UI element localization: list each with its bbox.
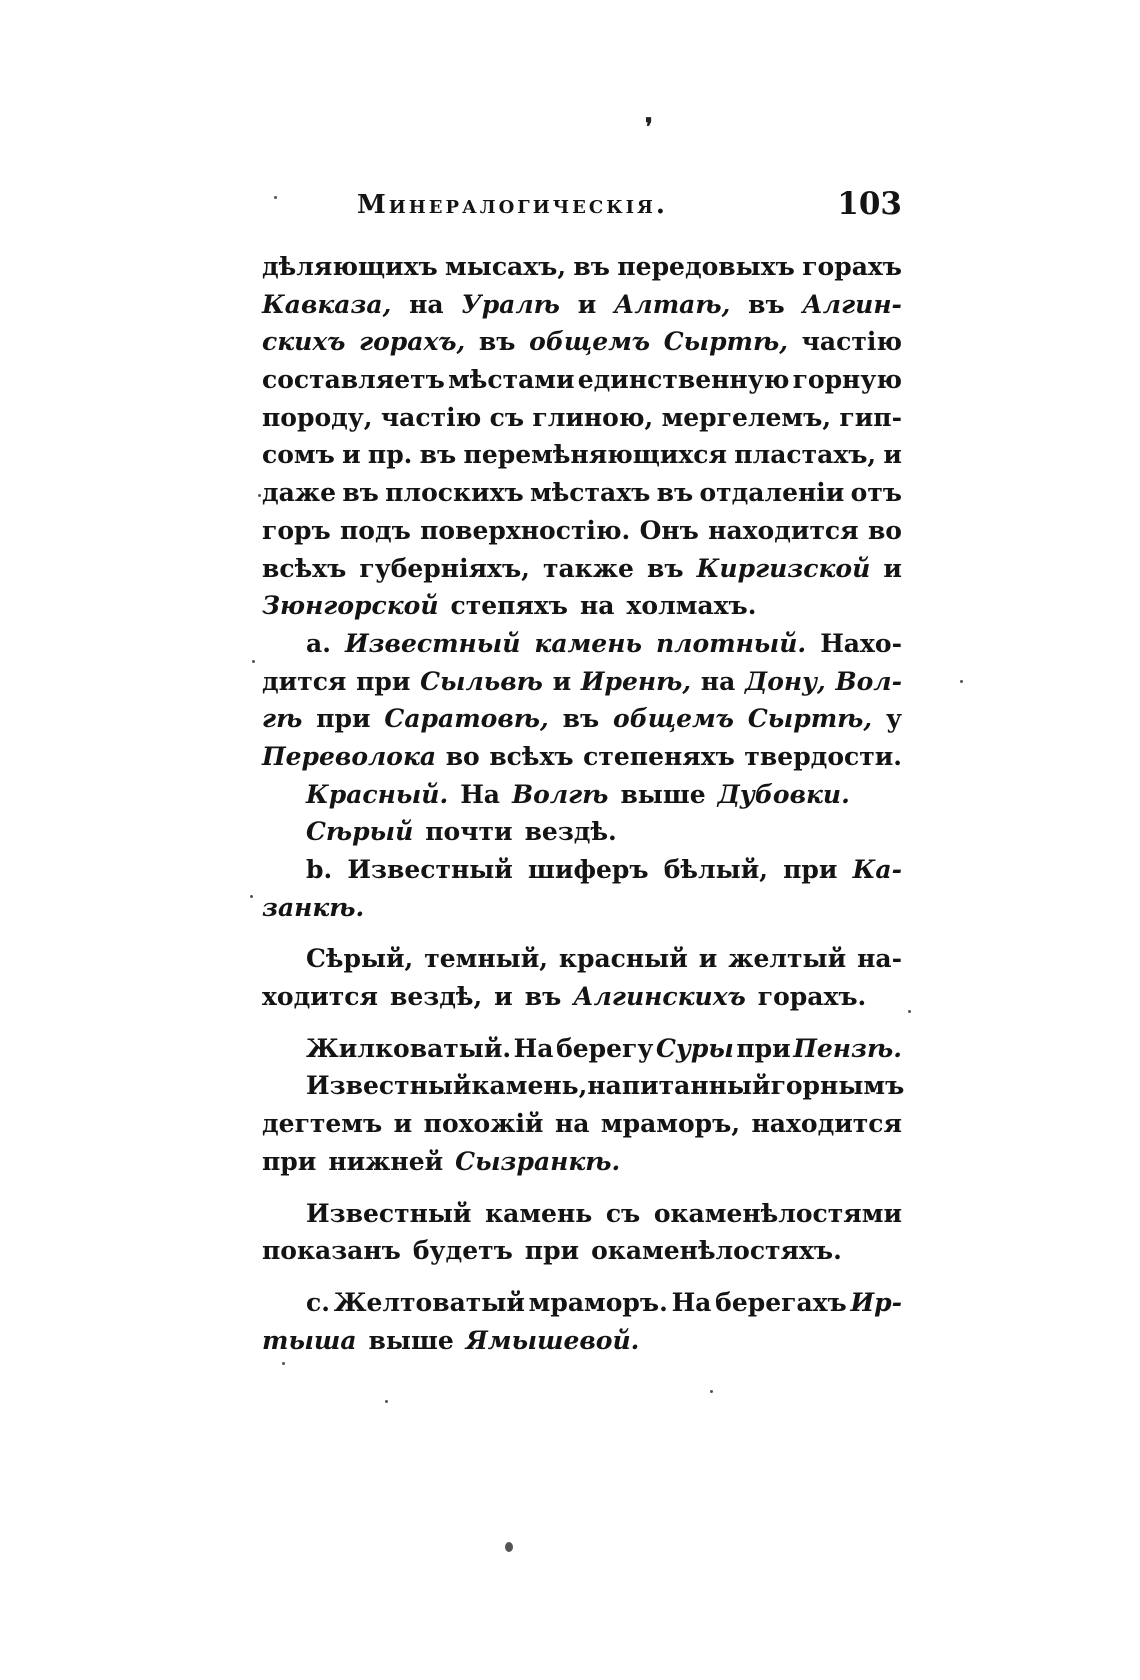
- word: перемѣняющихся: [463, 440, 727, 470]
- word: красный: [558, 944, 688, 974]
- word: Онъ: [639, 515, 699, 545]
- word: всѣхъ: [262, 553, 347, 583]
- word: при: [736, 1033, 791, 1063]
- word: на: [409, 289, 444, 319]
- word: Ир-: [850, 1287, 902, 1317]
- word: при: [262, 1146, 317, 1176]
- word: составляетъ: [262, 365, 445, 395]
- word: при: [783, 855, 838, 884]
- text-line: [262, 1030, 902, 1068]
- word: b.: [306, 855, 333, 884]
- word: Сыльвѣ: [420, 666, 543, 696]
- speck-mark: [710, 1390, 713, 1393]
- word: горахъ: [802, 252, 902, 281]
- word: отдаленіи: [699, 478, 845, 508]
- word: дегтемъ: [262, 1109, 383, 1139]
- word: глиною,: [532, 402, 654, 432]
- word: На: [671, 1287, 712, 1317]
- text-line: [262, 813, 902, 851]
- word: также: [542, 553, 634, 583]
- word: у: [885, 704, 902, 734]
- running-head: [262, 186, 902, 230]
- word: единственную: [577, 365, 790, 395]
- word: горъ: [262, 515, 331, 545]
- text-line: [262, 738, 902, 776]
- text-line: [262, 436, 902, 474]
- word: вездѣ.: [524, 817, 617, 847]
- page-number: 103: [837, 186, 902, 222]
- word: и: [883, 440, 902, 470]
- word: Алтаѣ,: [614, 289, 731, 319]
- speck-mark: [274, 196, 277, 199]
- word: Жилковатый.: [306, 1033, 512, 1063]
- word: берегу: [556, 1033, 654, 1063]
- text-line: [262, 700, 902, 738]
- word: Алгинскихъ: [573, 982, 746, 1012]
- word: Иренѣ,: [580, 666, 692, 696]
- word: и: [342, 440, 361, 470]
- word: скихъ: [262, 327, 346, 357]
- word: степяхъ: [450, 591, 568, 621]
- text-line: [262, 587, 902, 625]
- word: передовыхъ: [617, 252, 795, 281]
- word: находится: [751, 1109, 902, 1139]
- word: шиферъ: [528, 855, 649, 884]
- word: общемъ: [613, 704, 734, 734]
- word: во: [445, 741, 480, 771]
- word: губерніяхъ,: [359, 553, 530, 583]
- word: Красный.: [306, 779, 449, 809]
- word: и: [883, 553, 902, 583]
- word: породу,: [262, 402, 373, 432]
- text-line: [262, 248, 902, 286]
- word: выше: [620, 779, 706, 809]
- word: всѣхъ: [489, 741, 574, 771]
- word: Вол-: [835, 666, 902, 696]
- word: мраморъ.: [528, 1287, 668, 1317]
- word: выше: [368, 1325, 454, 1355]
- word: похожій: [423, 1109, 544, 1139]
- word: нижней: [328, 1146, 444, 1176]
- word: плоскихъ: [385, 478, 524, 508]
- word: Желтоватый: [333, 1287, 525, 1317]
- word: Сѣрый: [306, 817, 414, 847]
- speck-mark: [960, 680, 963, 683]
- word: при: [524, 1236, 580, 1266]
- word: Сызранкѣ.: [455, 1146, 621, 1176]
- word: Сѣрый,: [306, 944, 414, 974]
- text-line: [262, 286, 902, 324]
- text-line: [262, 851, 902, 889]
- text-line: [262, 1067, 905, 1105]
- word: камень: [485, 1198, 593, 1228]
- word: при: [316, 704, 371, 734]
- text-line: [262, 1284, 902, 1322]
- word: горахъ.: [757, 982, 867, 1012]
- word: холмахъ.: [626, 591, 757, 621]
- word: окаменѣлостями: [653, 1198, 902, 1228]
- word: даже: [262, 478, 337, 508]
- word: Ямышевой.: [465, 1325, 640, 1355]
- running-title: Минералогическія.: [357, 190, 668, 220]
- word: въ: [524, 982, 562, 1012]
- word: на: [554, 1109, 590, 1139]
- ornament-mark: ❜: [645, 112, 653, 141]
- speck-mark: [385, 1400, 388, 1403]
- word: на: [579, 591, 615, 621]
- word: частію: [380, 402, 482, 432]
- word: камень: [534, 628, 642, 658]
- word: желтый: [728, 944, 847, 974]
- word: На: [513, 1033, 554, 1063]
- word: Алгин-: [802, 289, 902, 319]
- word: въ: [342, 478, 379, 508]
- word: Пензѣ.: [793, 1033, 902, 1063]
- word: съ: [489, 402, 524, 432]
- word: камень,: [471, 1071, 588, 1101]
- word: напитанный: [587, 1071, 771, 1101]
- speck-mark: [252, 660, 255, 663]
- word: берегахъ: [715, 1287, 847, 1317]
- word: горную: [792, 365, 902, 395]
- word: будетъ: [412, 1236, 513, 1266]
- word: подъ: [339, 515, 411, 545]
- word: гип-: [839, 402, 902, 432]
- text-line: [262, 625, 902, 663]
- word: при: [356, 666, 411, 696]
- word: общемъ: [529, 327, 651, 357]
- word: Сыртѣ,: [747, 704, 873, 734]
- word: на-: [857, 944, 902, 974]
- word: въ: [573, 252, 610, 281]
- word: Ка-: [852, 855, 902, 884]
- text-line: [262, 1322, 902, 1360]
- text-line: [262, 889, 902, 927]
- word: частію: [801, 327, 902, 357]
- word: Кавказа,: [262, 289, 392, 319]
- speck-mark: [258, 494, 261, 497]
- word: мысахъ,: [445, 252, 567, 281]
- word: ходится: [262, 982, 378, 1012]
- text-line: [262, 978, 902, 1016]
- word: Волгѣ: [512, 779, 609, 809]
- word: горнымъ: [770, 1071, 905, 1101]
- word: a.: [306, 628, 331, 658]
- word: дится: [262, 666, 347, 696]
- text-line: [262, 323, 902, 361]
- word: и: [552, 666, 572, 696]
- text-line: [262, 1105, 902, 1143]
- word: Известный: [306, 1198, 472, 1228]
- word: показанъ: [262, 1236, 401, 1266]
- word: Нахо-: [820, 628, 902, 658]
- text-line: [262, 550, 902, 588]
- text-line: [262, 663, 902, 701]
- word: въ: [748, 289, 785, 319]
- word: поверхностію.: [420, 515, 631, 545]
- word: пр.: [367, 440, 413, 470]
- word: отъ: [850, 478, 902, 508]
- word: въ: [419, 440, 457, 470]
- word: твердости.: [744, 741, 902, 771]
- speck-mark: [505, 1542, 513, 1552]
- word: Дубовки.: [717, 779, 850, 809]
- word: гѣ: [262, 704, 303, 734]
- word: въ: [562, 704, 600, 734]
- word: степеняхъ: [583, 741, 735, 771]
- word: пластахъ,: [734, 440, 877, 470]
- word: Известный: [306, 1071, 472, 1101]
- word: и: [577, 289, 597, 319]
- word: съ: [605, 1198, 641, 1228]
- word: въ: [478, 327, 516, 357]
- word: Известный: [347, 855, 513, 884]
- word: въ: [656, 478, 694, 508]
- word: Известный: [344, 628, 521, 658]
- word: почти: [425, 817, 513, 847]
- speck-mark: [908, 1010, 911, 1013]
- word: Суры: [655, 1033, 734, 1063]
- word: плотный.: [655, 628, 807, 658]
- word: Саратовѣ,: [384, 704, 549, 734]
- text-line: [262, 1195, 902, 1233]
- word: и: [494, 982, 513, 1012]
- word: Дону,: [744, 666, 826, 696]
- word: Киргизской: [696, 553, 871, 583]
- speck-mark: [282, 1362, 285, 1365]
- word: Сыртѣ,: [663, 327, 788, 357]
- word: Уралѣ: [461, 289, 560, 319]
- word: сомъ: [262, 440, 335, 470]
- text-line: [262, 1143, 902, 1181]
- word: темный,: [424, 944, 548, 974]
- word: дѣляющихъ: [262, 252, 438, 281]
- word: мѣстахъ: [529, 478, 651, 508]
- word: въ: [646, 553, 684, 583]
- word: и: [393, 1109, 413, 1139]
- word: горахъ,: [359, 327, 466, 357]
- text-line: [262, 361, 902, 399]
- word: Переволока: [262, 741, 437, 771]
- text-line: [262, 1232, 902, 1270]
- text-line: [262, 399, 902, 437]
- word: вездѣ,: [389, 982, 483, 1012]
- text-line: [262, 474, 902, 512]
- word: окаменѣлостяхъ.: [591, 1236, 842, 1266]
- word: на: [700, 666, 736, 696]
- word: во: [867, 515, 902, 545]
- word: тыша: [262, 1325, 357, 1355]
- word: На: [460, 779, 501, 809]
- word: занкѣ.: [262, 892, 365, 922]
- text-line: [262, 512, 902, 550]
- word: бѣлый,: [663, 855, 768, 884]
- body-text: [262, 248, 905, 1359]
- word: мраморъ,: [600, 1109, 741, 1139]
- word: мергелемъ,: [661, 402, 832, 432]
- speck-mark: [250, 895, 253, 898]
- word: и: [698, 944, 718, 974]
- text-line: [262, 940, 902, 978]
- word: Зюнгорской: [262, 591, 439, 621]
- word: находится: [708, 515, 859, 545]
- word: мѣстами: [448, 365, 575, 395]
- text-line: [262, 776, 902, 814]
- word: c.: [306, 1287, 330, 1317]
